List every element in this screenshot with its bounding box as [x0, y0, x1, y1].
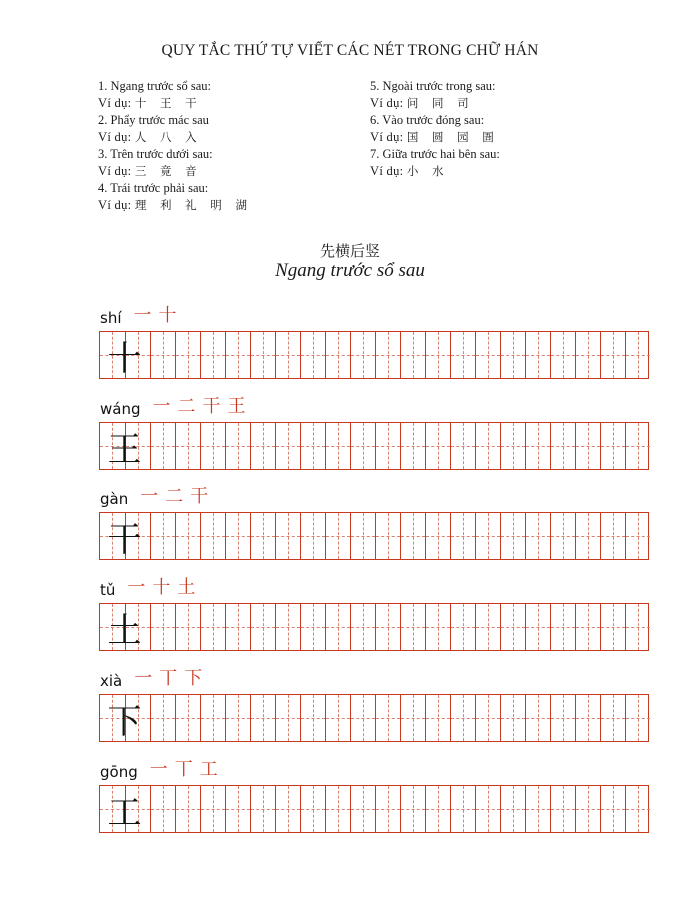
practice-cell[interactable]	[150, 423, 175, 469]
rule-3-name: 3. Trên trước dưới sau:	[98, 147, 213, 161]
stroke-order-step: 丅	[174, 759, 193, 780]
stroke-order-step: 土	[177, 577, 196, 598]
practice-cell[interactable]	[275, 332, 300, 378]
row-label	[100, 757, 225, 781]
practice-cell[interactable]	[200, 332, 225, 378]
practice-cell[interactable]	[225, 786, 250, 832]
practice-cell[interactable]	[175, 513, 200, 559]
practice-cell[interactable]	[600, 786, 625, 832]
practice-cell[interactable]	[575, 604, 600, 650]
practice-cell[interactable]	[325, 513, 350, 559]
rule-4-example	[98, 197, 250, 214]
practice-cell[interactable]	[300, 513, 325, 559]
row-label	[100, 484, 215, 508]
row-label	[100, 666, 209, 690]
practice-cell[interactable]	[625, 332, 650, 378]
stroke-order-step: 一	[134, 668, 153, 689]
example-label: Ví dụ:	[98, 164, 132, 178]
example-chars: 小 水	[406, 164, 447, 178]
example-chars: 十 王 干	[134, 96, 200, 110]
practice-cell[interactable]	[275, 695, 300, 741]
practice-cell[interactable]	[250, 332, 275, 378]
stroke-order-step: 下	[184, 668, 203, 689]
example-chars: 理 利 礼 明 湖	[134, 198, 250, 212]
stroke-order-step: 十	[158, 305, 177, 326]
practice-cell[interactable]	[575, 423, 600, 469]
practice-cell[interactable]	[150, 513, 175, 559]
practice-cell[interactable]	[275, 604, 300, 650]
practice-cell[interactable]	[250, 786, 275, 832]
practice-cell[interactable]	[625, 604, 650, 650]
practice-cell[interactable]	[575, 786, 600, 832]
writing-grid[interactable]	[99, 603, 649, 651]
practice-cell[interactable]	[400, 332, 425, 378]
rule-6-example	[370, 129, 500, 146]
practice-cell[interactable]	[550, 604, 575, 650]
practice-cell[interactable]	[200, 423, 225, 469]
practice-cell[interactable]	[525, 695, 550, 741]
practice-cell[interactable]	[300, 786, 325, 832]
practice-cell[interactable]	[500, 332, 525, 378]
practice-cell[interactable]	[375, 513, 400, 559]
practice-cell[interactable]	[225, 332, 250, 378]
row-label	[100, 575, 202, 599]
practice-cell[interactable]	[300, 332, 325, 378]
practice-cell[interactable]	[350, 695, 375, 741]
model-character: 下	[107, 701, 142, 742]
model-character: 工	[107, 792, 142, 833]
practice-cell[interactable]	[500, 513, 525, 559]
practice-cell[interactable]	[450, 513, 475, 559]
practice-cell[interactable]	[525, 604, 550, 650]
practice-cell[interactable]	[300, 423, 325, 469]
section-title-chinese: 先横后竖	[319, 242, 380, 260]
practice-cell[interactable]	[475, 695, 500, 741]
stroke-order-step: 二	[165, 486, 184, 507]
practice-cell[interactable]	[425, 513, 450, 559]
practice-cell[interactable]	[250, 604, 275, 650]
writing-grid[interactable]	[99, 512, 649, 560]
writing-grid[interactable]	[99, 331, 649, 379]
stroke-order-step: 一	[127, 577, 146, 598]
rule-6-name: 6. Vào trước đóng sau:	[370, 113, 485, 127]
practice-cell[interactable]	[450, 332, 475, 378]
practice-cell[interactable]	[275, 786, 300, 832]
practice-cell[interactable]	[500, 604, 525, 650]
practice-cell[interactable]	[325, 695, 350, 741]
rules-left	[98, 78, 250, 214]
practice-cell[interactable]	[550, 423, 575, 469]
practice-cell[interactable]	[450, 695, 475, 741]
example-chars: 国 圆 园 圄	[406, 130, 497, 144]
example-label: Ví dụ:	[98, 198, 132, 212]
model-character: 王	[107, 429, 142, 470]
model-character: 干	[107, 519, 142, 560]
practice-cell[interactable]	[600, 604, 625, 650]
practice-cell[interactable]	[325, 604, 350, 650]
rule-2-example	[98, 129, 250, 146]
pinyin: shí	[100, 309, 122, 327]
practice-cell[interactable]	[375, 695, 400, 741]
practice-cell[interactable]	[350, 604, 375, 650]
practice-cell[interactable]	[625, 423, 650, 469]
practice-cell[interactable]	[350, 423, 375, 469]
writing-grid[interactable]	[99, 785, 649, 833]
practice-cell[interactable]	[475, 604, 500, 650]
stroke-order-step: 一	[149, 759, 168, 780]
practice-cell[interactable]	[325, 786, 350, 832]
practice-cell[interactable]	[575, 695, 600, 741]
rule-5-name: 5. Ngoài trước trong sau:	[370, 79, 496, 93]
example-chars: 三 竟 音	[134, 164, 200, 178]
practice-cell[interactable]	[625, 695, 650, 741]
practice-cell[interactable]	[600, 695, 625, 741]
page-title: QUY TẮC THỨ TỰ VIẾT CÁC NÉT TRONG CHỮ HÁN	[161, 42, 539, 59]
practice-cell[interactable]	[150, 786, 175, 832]
practice-cell[interactable]	[400, 423, 425, 469]
practice-cell[interactable]	[600, 423, 625, 469]
practice-cell[interactable]	[250, 423, 275, 469]
example-chars: 人 八 入	[134, 130, 200, 144]
example-label: Ví dụ:	[370, 164, 404, 178]
practice-cell[interactable]	[500, 695, 525, 741]
practice-cell[interactable]	[225, 604, 250, 650]
practice-cell[interactable]	[300, 604, 325, 650]
practice-cell[interactable]	[275, 513, 300, 559]
practice-cell[interactable]	[600, 332, 625, 378]
practice-cell[interactable]	[400, 513, 425, 559]
practice-cell[interactable]	[175, 423, 200, 469]
practice-cell[interactable]	[550, 695, 575, 741]
practice-cell[interactable]	[475, 332, 500, 378]
practice-cell[interactable]	[525, 332, 550, 378]
practice-cell[interactable]	[175, 332, 200, 378]
practice-cell[interactable]	[575, 332, 600, 378]
practice-cell[interactable]	[175, 604, 200, 650]
practice-cell[interactable]	[425, 332, 450, 378]
rule-3-example	[98, 163, 250, 180]
practice-cell[interactable]	[600, 513, 625, 559]
writing-grid[interactable]	[99, 694, 649, 742]
rule-5-example	[370, 95, 500, 112]
stroke-order-step: 干	[190, 486, 209, 507]
stroke-order-step: 二	[177, 396, 196, 417]
model-character: 十	[107, 338, 142, 379]
practice-cell[interactable]	[225, 695, 250, 741]
rule-7-name: 7. Giữa trước hai bên sau:	[370, 147, 500, 161]
practice-cell[interactable]	[425, 695, 450, 741]
practice-cell[interactable]	[225, 513, 250, 559]
pinyin: wáng	[100, 400, 141, 418]
rules-right	[370, 78, 500, 180]
practice-cell[interactable]	[375, 423, 400, 469]
practice-cell[interactable]	[550, 332, 575, 378]
practice-cell[interactable]	[350, 513, 375, 559]
rule-4-name: 4. Trái trước phải sau:	[98, 181, 209, 195]
practice-cell[interactable]	[250, 513, 275, 559]
practice-cell[interactable]	[500, 786, 525, 832]
stroke-order-step: 丅	[159, 668, 178, 689]
stroke-order-step: 十	[152, 577, 171, 598]
practice-cell[interactable]	[525, 513, 550, 559]
practice-cell[interactable]	[150, 695, 175, 741]
practice-cell[interactable]	[525, 423, 550, 469]
practice-cell[interactable]	[450, 604, 475, 650]
practice-cell[interactable]	[425, 604, 450, 650]
practice-cell[interactable]	[150, 604, 175, 650]
practice-cell[interactable]	[175, 786, 200, 832]
stroke-order-step: 王	[227, 396, 246, 417]
practice-cell[interactable]	[350, 786, 375, 832]
example-label: Ví dụ:	[370, 130, 404, 144]
practice-cell[interactable]	[325, 423, 350, 469]
practice-cell[interactable]	[425, 423, 450, 469]
writing-grid[interactable]	[99, 422, 649, 470]
practice-cell[interactable]	[575, 513, 600, 559]
pinyin: gōng	[100, 763, 138, 781]
stroke-order-step: 一	[140, 486, 159, 507]
practice-cell[interactable]	[450, 786, 475, 832]
practice-cell[interactable]	[625, 513, 650, 559]
example-label: Ví dụ:	[98, 96, 132, 110]
model-character: 土	[107, 610, 142, 651]
practice-cell[interactable]	[425, 786, 450, 832]
rule-1-name: 1. Ngang trước sổ sau:	[98, 79, 212, 93]
stroke-order-step: 干	[202, 396, 221, 417]
practice-cell[interactable]	[375, 786, 400, 832]
row-label	[100, 303, 184, 327]
practice-cell[interactable]	[300, 695, 325, 741]
example-label: Ví dụ:	[98, 130, 132, 144]
section-title-vietnamese: Ngang trước sổ sau	[275, 260, 425, 281]
practice-cell[interactable]	[525, 786, 550, 832]
practice-cell[interactable]	[550, 513, 575, 559]
practice-cell[interactable]	[475, 513, 500, 559]
practice-cell[interactable]	[375, 604, 400, 650]
row-label	[100, 394, 253, 418]
practice-cell[interactable]	[225, 423, 250, 469]
rule-1-example	[98, 95, 250, 112]
practice-cell[interactable]	[550, 786, 575, 832]
practice-cell[interactable]	[200, 604, 225, 650]
pinyin: tǔ	[100, 581, 116, 599]
stroke-order-step: 工	[199, 759, 218, 780]
practice-cell[interactable]	[150, 332, 175, 378]
rule-7-example	[370, 163, 500, 180]
practice-cell[interactable]	[400, 695, 425, 741]
practice-cell[interactable]	[200, 695, 225, 741]
practice-cell[interactable]	[250, 695, 275, 741]
practice-cell[interactable]	[325, 332, 350, 378]
practice-cell[interactable]	[500, 423, 525, 469]
practice-cell[interactable]	[625, 786, 650, 832]
practice-cell[interactable]	[475, 423, 500, 469]
stroke-order-step: 一	[133, 305, 152, 326]
example-chars: 问 同 司	[406, 96, 472, 110]
practice-cell[interactable]	[400, 786, 425, 832]
practice-cell[interactable]	[200, 513, 225, 559]
practice-cell[interactable]	[450, 423, 475, 469]
pinyin: gàn	[100, 490, 129, 508]
practice-cell[interactable]	[375, 332, 400, 378]
practice-cell[interactable]	[475, 786, 500, 832]
practice-cell[interactable]	[275, 423, 300, 469]
pinyin: xià	[100, 672, 123, 690]
practice-cell[interactable]	[350, 332, 375, 378]
practice-cell[interactable]	[200, 786, 225, 832]
practice-cell[interactable]	[400, 604, 425, 650]
rule-2-name: 2. Phẩy trước mác sau	[98, 113, 209, 127]
example-label: Ví dụ:	[370, 96, 404, 110]
practice-cell[interactable]	[175, 695, 200, 741]
stroke-order-step: 一	[152, 396, 171, 417]
